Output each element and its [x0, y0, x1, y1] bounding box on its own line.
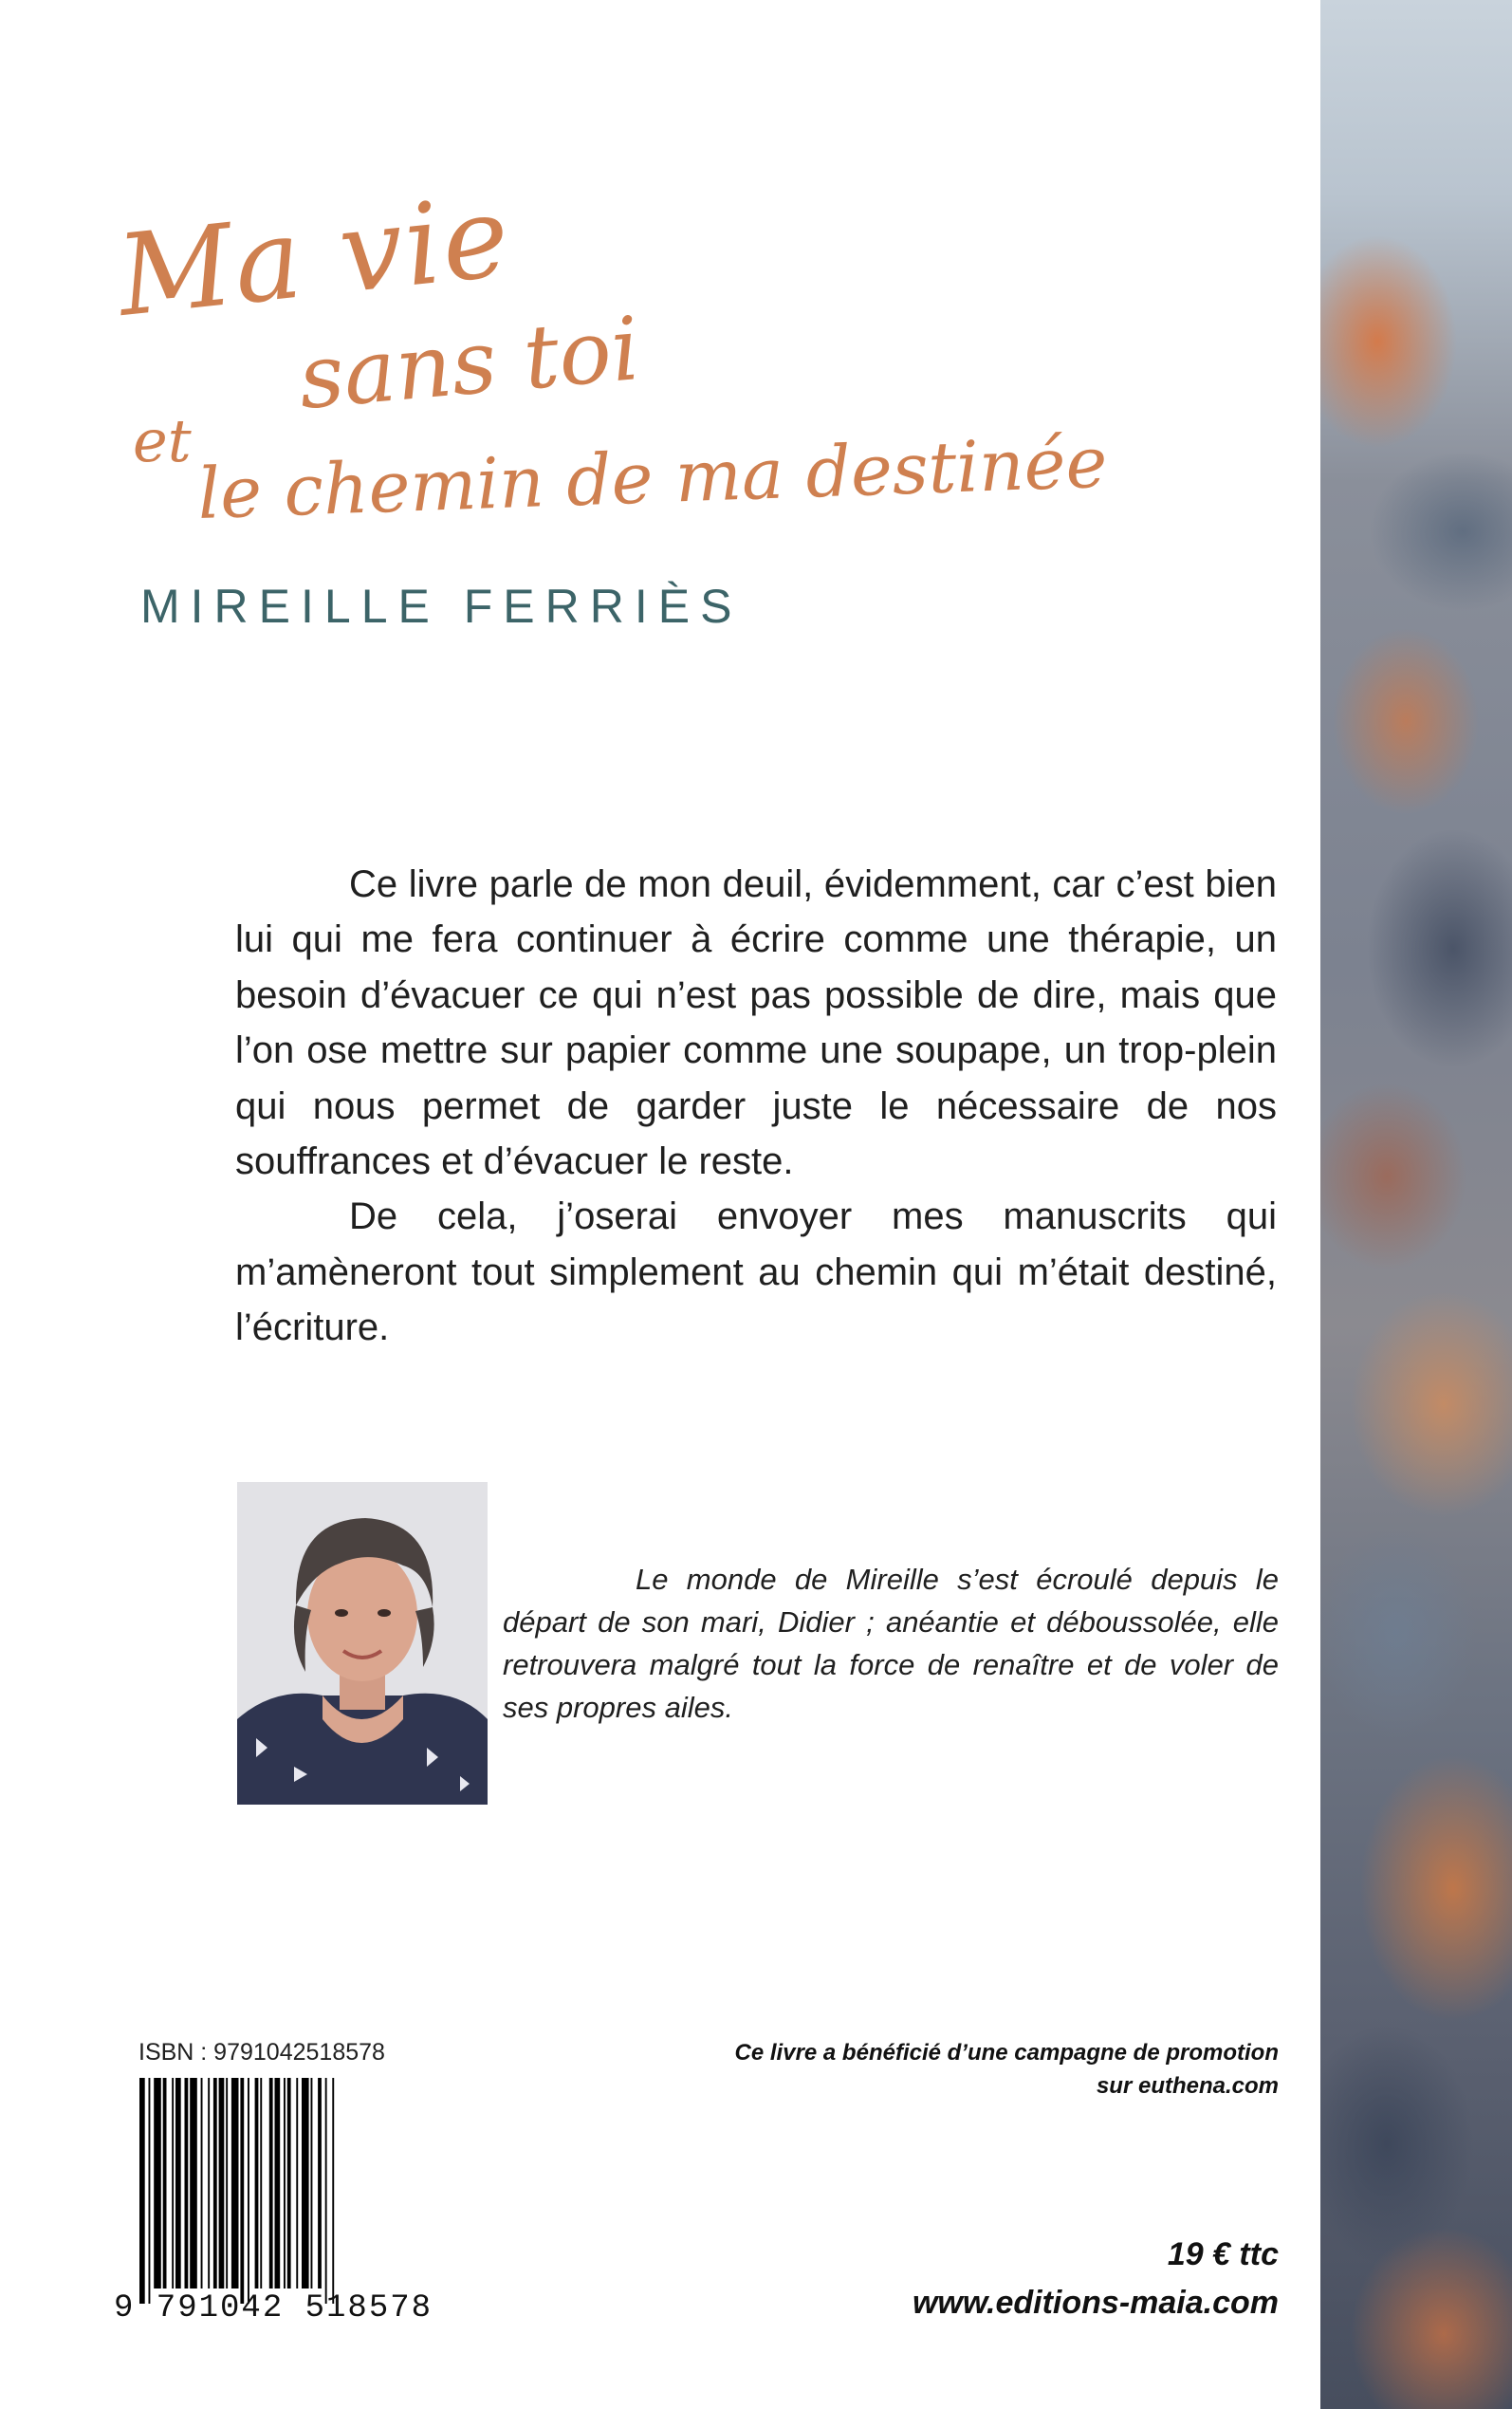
- author-bio: [503, 1558, 1279, 1729]
- author-name: MIREILLE FERRIÈS: [140, 580, 743, 633]
- barcode-digits: 9 791042 518578: [114, 2290, 433, 2326]
- barcode-bar: [163, 2078, 167, 2289]
- barcode-bar: [325, 2078, 327, 2304]
- author-photo: [237, 1482, 488, 1805]
- barcode-bar: [172, 2078, 174, 2289]
- barcode-bar: [213, 2078, 217, 2289]
- blurb: [235, 857, 1277, 1356]
- barcode-bar: [284, 2078, 286, 2289]
- barcode-bar: [318, 2078, 322, 2289]
- barcode-bar: [248, 2078, 249, 2304]
- barcode-bar: [269, 2078, 273, 2289]
- title-conjunction: et: [133, 406, 192, 475]
- barcode-bar: [149, 2078, 151, 2304]
- barcode-bar: [311, 2078, 313, 2289]
- barcode-bar: [231, 2078, 239, 2289]
- barcode-bar: [226, 2078, 228, 2289]
- title-line-ma-vie: Ma vie: [111, 170, 517, 342]
- barcode-bar: [219, 2078, 225, 2289]
- barcode-bar: [154, 2078, 161, 2289]
- book-title: [0, 0, 1109, 607]
- barcode-bar: [255, 2078, 259, 2289]
- promotion-line-2: sur euthena.com: [1096, 2073, 1279, 2099]
- barcode-bar: [190, 2078, 197, 2289]
- blurb-paragraph-2: De cela, j’oserai envoyer mes manuscrits qui m’amèneront tout simplement au chemin qui m’était destiné, l’écriture.: [235, 1195, 1277, 1349]
- barcode-bar: [260, 2078, 262, 2289]
- barcode-bar: [275, 2078, 281, 2289]
- barcode-bar: [332, 2078, 334, 2304]
- price: 19 € ttc: [1167, 2236, 1279, 2272]
- barcode-bar: [296, 2078, 298, 2289]
- promotion-note: [558, 2036, 1279, 2103]
- barcode-bar: [208, 2078, 210, 2289]
- barcode-bar: [287, 2078, 291, 2289]
- isbn-label: ISBN : 9791042518578: [138, 2039, 385, 2066]
- promotion-line-1: Ce livre a bénéficié d’une campagne de promotion: [734, 2040, 1279, 2066]
- author-bio-text: Le monde de Mireille s’est écroulé depuis le départ de son mari, Didier ; anéantie et déboussolée, elle retrouvera malgré tout la force de renaître et de voler de ses propres ailes.: [503, 1563, 1279, 1724]
- barcode-bar: [139, 2078, 145, 2304]
- barcode-bar: [240, 2078, 244, 2304]
- publisher-website: www.editions-maia.com: [912, 2285, 1279, 2321]
- barcode-bar: [302, 2078, 309, 2289]
- title-line-chemin: le chemin de ma destinée: [195, 421, 1109, 535]
- barcode-bar: [175, 2078, 181, 2289]
- blurb-paragraph-1: Ce livre parle de mon deuil, évidemment, car c’est bien lui qui me fera continuer à écrire comme une thérapie, un besoin d’évacuer ce qui n’est pas possible de dire, mais que l’on ose mettre sur papier comme une soupape, un trop-plein qui nous permet de garder juste le nécessaire de nos souffrances et d’évacuer le reste.: [235, 863, 1277, 1183]
- title-line-sans-toi: sans toi: [294, 298, 644, 429]
- watercolor-spine-strip: [1320, 0, 1512, 2409]
- barcode-bar: [201, 2078, 203, 2289]
- barcode-bar: [185, 2078, 189, 2289]
- barcode-icon: [139, 2078, 433, 2306]
